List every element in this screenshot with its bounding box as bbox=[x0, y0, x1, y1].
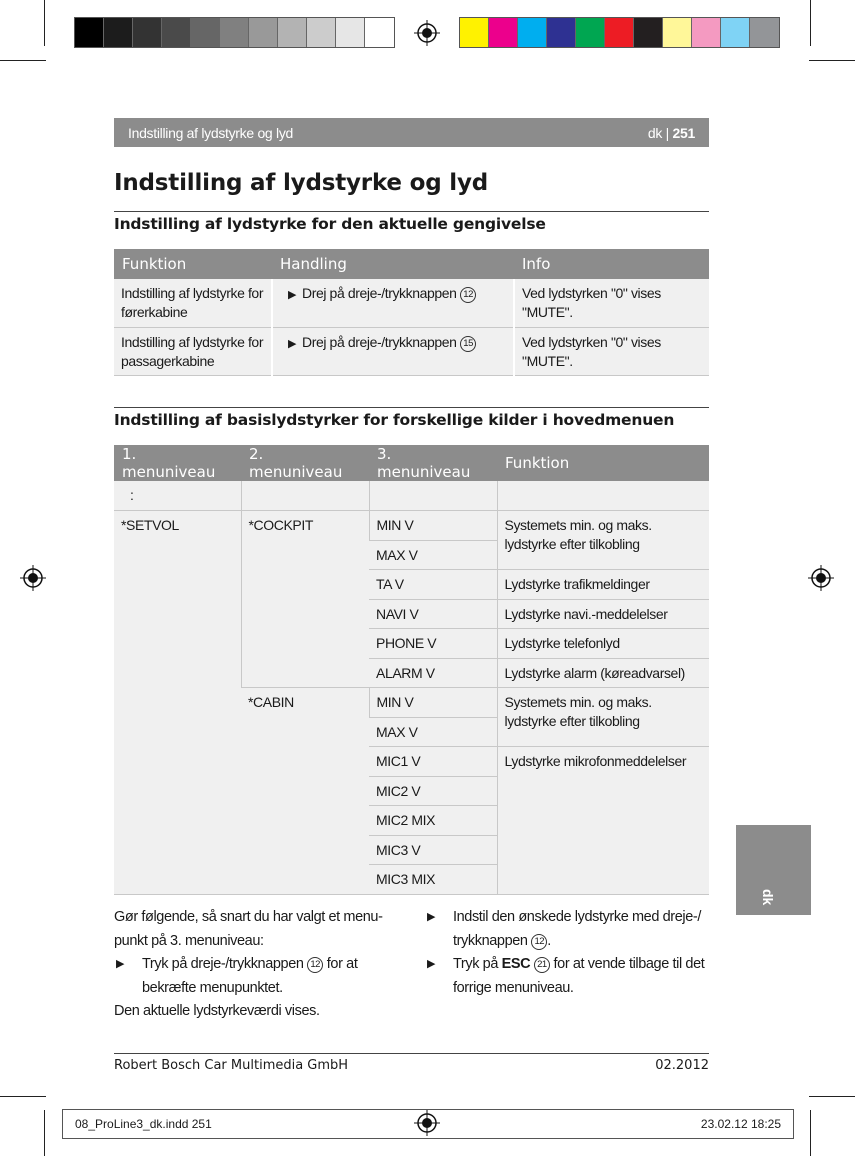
cell-level3: MIC2 V bbox=[369, 776, 497, 806]
cell-level3: MIC3 V bbox=[369, 835, 497, 865]
cell-level3: PHONE V bbox=[369, 629, 497, 659]
control-number-badge: 21 bbox=[534, 957, 550, 973]
crop-mark bbox=[810, 1110, 811, 1156]
calibration-swatch bbox=[278, 18, 307, 47]
slug-file: 08_ProLine3_dk.indd 251 bbox=[75, 1117, 212, 1131]
cell-function: Lydstyrke alarm (køreadvarsel) bbox=[497, 658, 709, 688]
calibration-swatch bbox=[489, 18, 518, 47]
cell-action: ▶ Drej på dreje-/trykknappen 15 bbox=[272, 327, 514, 375]
page-title: Indstilling af lydstyrke og lyd bbox=[114, 170, 489, 196]
color-calibration-strip bbox=[459, 17, 780, 48]
column-header-level2: 2. menuniveau bbox=[241, 445, 369, 481]
cell-ellipsis: : bbox=[114, 481, 241, 511]
cell-level3: NAVI V bbox=[369, 599, 497, 629]
footer-divider bbox=[114, 1053, 709, 1054]
cell-level3: MIN V bbox=[369, 511, 497, 541]
header-section: Indstilling af lydstyrke og lyd bbox=[128, 124, 294, 141]
column-header-action: Handling bbox=[272, 249, 514, 279]
cell-function: Indstilling af lydstyrke for passagerkabine bbox=[114, 327, 272, 375]
calibration-swatch bbox=[249, 18, 278, 47]
instruction-step: ▶ Indstil den ønskede lydstyrke med dreje-/ trykknappen 12 . bbox=[425, 906, 709, 953]
cell-info: Ved lydstyrken "0" vises "MUTE". bbox=[514, 327, 709, 375]
control-number-badge: 15 bbox=[460, 336, 476, 352]
crop-mark bbox=[0, 1096, 46, 1097]
instructions-left bbox=[114, 906, 384, 1024]
cell-level3: MIC2 MIX bbox=[369, 806, 497, 836]
column-header-info: Info bbox=[514, 249, 709, 279]
calibration-swatch bbox=[721, 18, 750, 47]
column-header-function: Funktion bbox=[497, 445, 709, 481]
table-row bbox=[114, 481, 709, 511]
table-row bbox=[114, 511, 709, 541]
instruction-step: ▶ Tryk på ESC 21 for at vende tilbage til det forrige menuniveau. bbox=[425, 953, 709, 1000]
cell-level2-cabin: *CABIN bbox=[241, 688, 369, 895]
cell-function: Lydstyrke telefonlyd bbox=[497, 629, 709, 659]
calibration-swatch bbox=[220, 18, 249, 47]
table-row bbox=[114, 327, 709, 375]
cell-level3: MAX V bbox=[369, 717, 497, 747]
instruction-step: ▶ Tryk på dreje-/trykknappen 12 for at bekræfte menupunktet. bbox=[114, 953, 384, 1000]
cell-level3: MAX V bbox=[369, 540, 497, 570]
current-volume-table bbox=[114, 249, 709, 376]
instructions-right bbox=[425, 906, 709, 1000]
esc-key-label: ESC bbox=[501, 956, 531, 972]
footer-company: Robert Bosch Car Multimedia GmbH bbox=[114, 1058, 349, 1073]
cell-info: Ved lydstyrken "0" vises "MUTE". bbox=[514, 279, 709, 327]
cell-function: Systemets min. og maks. lydstyrke efter tilkobling bbox=[497, 688, 709, 747]
column-header-function: Funktion bbox=[114, 249, 272, 279]
calibration-swatch bbox=[605, 18, 634, 47]
cell-level1: *SETVOL bbox=[114, 511, 241, 895]
section-heading-current: Indstilling af lydstyrke for den aktuelle gengivelse bbox=[114, 211, 709, 233]
crop-mark bbox=[44, 1110, 45, 1156]
calibration-swatch bbox=[663, 18, 692, 47]
base-volume-table bbox=[114, 445, 709, 895]
registration-mark-top bbox=[414, 20, 440, 46]
header-page-number: dk | 251 bbox=[647, 124, 695, 141]
column-header-level1: 1. menuniveau bbox=[114, 445, 241, 481]
registration-mark-left bbox=[20, 565, 46, 591]
cell-action: ▶ Drej på dreje-/trykknappen 12 bbox=[272, 279, 514, 327]
calibration-swatch bbox=[365, 18, 394, 47]
bullet-arrow-icon: ▶ bbox=[288, 289, 297, 301]
cell-function: Indstilling af lydstyrke for førerkabine bbox=[114, 279, 272, 327]
calibration-swatch bbox=[576, 18, 605, 47]
calibration-swatch bbox=[692, 18, 721, 47]
cell-function: Lydstyrke mikrofonmeddelelser bbox=[497, 747, 709, 895]
calibration-swatch bbox=[336, 18, 365, 47]
cell-level3: MIC1 V bbox=[369, 747, 497, 777]
cell-level3: ALARM V bbox=[369, 658, 497, 688]
control-number-badge: 12 bbox=[307, 957, 323, 973]
gray-calibration-strip bbox=[74, 17, 395, 48]
calibration-swatch bbox=[162, 18, 191, 47]
bullet-arrow-icon: ▶ bbox=[427, 958, 436, 970]
cell-function: Lydstyrke navi.-meddelelser bbox=[497, 599, 709, 629]
calibration-swatch bbox=[460, 18, 489, 47]
language-side-tab: dk bbox=[736, 825, 811, 915]
cell-level3: MIN V bbox=[369, 688, 497, 718]
registration-mark-right bbox=[808, 565, 834, 591]
page-header bbox=[114, 118, 709, 147]
section-heading-base-volume: Indstilling af basislydstyrker for forskellige kilder i hovedmenuen bbox=[114, 407, 709, 429]
cell-function: Lydstyrke trafikmeldinger bbox=[497, 570, 709, 600]
calibration-swatch bbox=[75, 18, 104, 47]
calibration-swatch bbox=[191, 18, 220, 47]
bullet-arrow-icon: ▶ bbox=[288, 337, 297, 350]
calibration-swatch bbox=[133, 18, 162, 47]
calibration-swatch bbox=[104, 18, 133, 47]
cell-function: Systemets min. og maks. lydstyrke efter tilkobling bbox=[497, 511, 709, 570]
calibration-swatch bbox=[750, 18, 779, 47]
crop-mark bbox=[809, 60, 855, 61]
cell-level3: TA V bbox=[369, 570, 497, 600]
calibration-swatch bbox=[547, 18, 576, 47]
footer-date: 02.2012 bbox=[655, 1058, 709, 1073]
cell-level2-cockpit: *COCKPIT bbox=[241, 511, 369, 688]
calibration-swatch bbox=[518, 18, 547, 47]
crop-mark bbox=[0, 60, 46, 61]
crop-mark bbox=[809, 1096, 855, 1097]
column-header-level3: 3. menuniveau bbox=[369, 445, 497, 481]
crop-mark bbox=[810, 0, 811, 46]
crop-mark bbox=[44, 0, 45, 46]
cell-level3: MIC3 MIX bbox=[369, 865, 497, 895]
slug-timestamp: 23.02.12 18:25 bbox=[700, 1117, 781, 1131]
intro-text: Gør følgende, så snart du har valgt et menu-punkt på 3. menuniveau: bbox=[114, 909, 383, 949]
control-number-badge: 12 bbox=[460, 287, 476, 303]
table-row bbox=[114, 279, 709, 327]
calibration-swatch bbox=[307, 18, 336, 47]
print-slug bbox=[62, 1109, 794, 1139]
result-text: Den aktuelle lydstyrkeværdi vises. bbox=[114, 1003, 320, 1019]
bullet-arrow-icon: ▶ bbox=[427, 911, 436, 923]
control-number-badge: 12 bbox=[531, 934, 547, 950]
bullet-arrow-icon: ▶ bbox=[116, 958, 125, 970]
calibration-swatch bbox=[634, 18, 663, 47]
